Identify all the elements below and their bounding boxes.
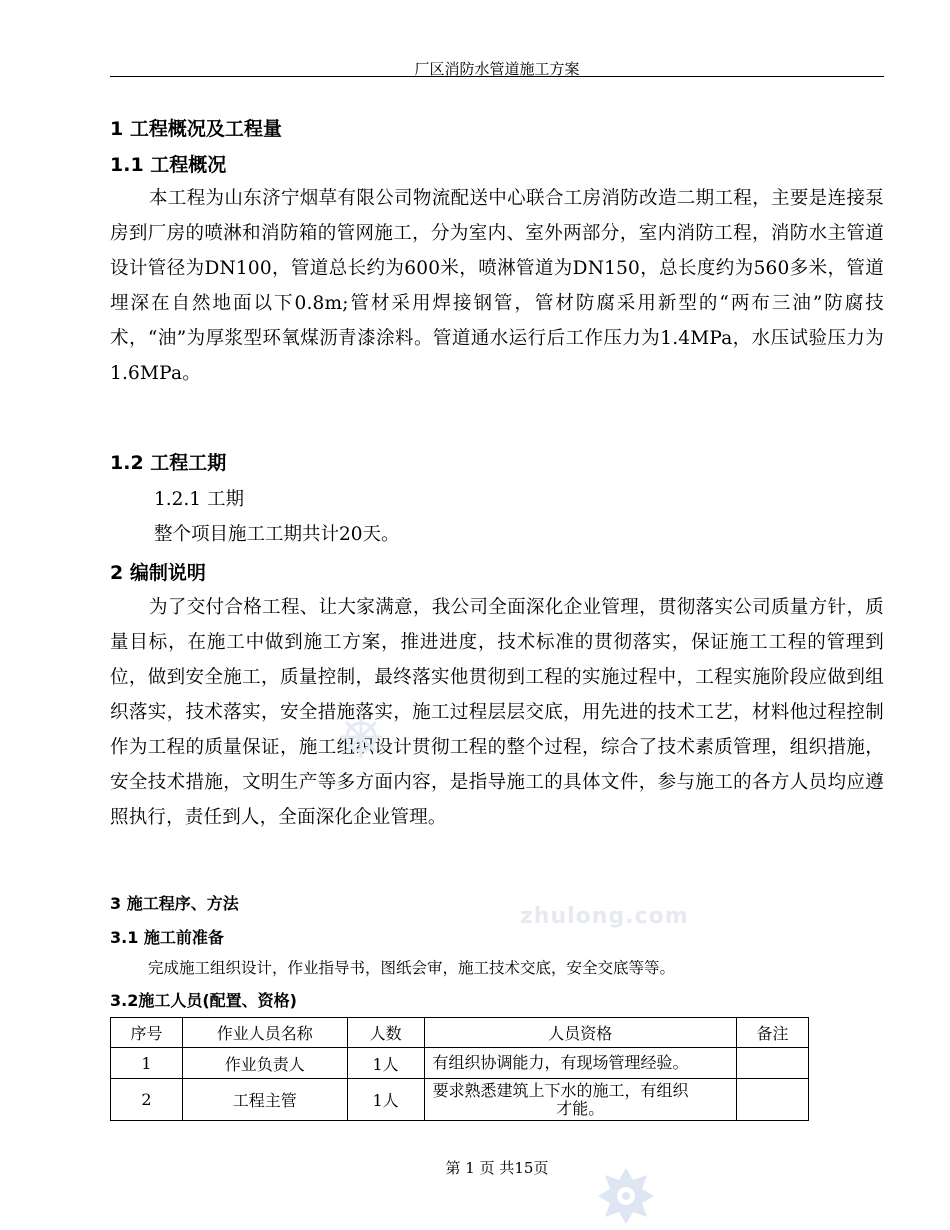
- watermark-logo-icon: [336, 712, 386, 762]
- cell-qualification-line-1: 要求熟悉建筑上下水的施工，有组织: [432, 1080, 689, 1100]
- section-1-1-heading: 1.1 工程概况: [110, 154, 227, 176]
- cell-no: 2: [111, 1079, 183, 1121]
- section-1-1-paragraph: 本工程为山东济宁烟草有限公司物流配送中心联合工房消防改造二期工程，主要是连接泵房到厂房的喷淋和消防箱的管网施工，分为室内、室外两部分，室内消防工程，消防水主管道设计管径为DN100，管道总长约为600米，喷淋管道为DN150，总长度约为560多米，管道埋深在自然地面以下0.8m;管材采用焊接钢管，管材防腐采用新型的“两布三油”防腐技术，“油”为厚浆型环氧煤沥青漆涂料。管道通水运行后工作压力为1.4MPa，水压试验压力为1.6MPa。: [110, 188, 884, 384]
- cell-remark: [737, 1079, 809, 1121]
- section-2-paragraph: 为了交付合格工程、让大家满意，我公司全面深化企业管理，贯彻落实公司质量方针，质量目标，在施工中做到施工方案，推进进度，技术标准的贯彻落实，保证施工工程的管理到位，做到安全施工，质量控制，最终落实他贯彻到工程的实施过程中，工程实施阶段应做到组织落实，技术落实，安全措施落实，施工过程层层交底，用先进的技术工艺，材料他过程控制作为工程的质量保证，施工组织设计贯彻工程的整个过程，综合了技术素质管理，组织措施，安全技术措施，文明生产等多方面内容，是指导施工的具体文件，参与施工的各方人员均应遵照执行，责任到人，全面深化企业管理。: [110, 597, 884, 828]
- section-1-heading: 1 工程概况及工程量: [110, 118, 282, 140]
- cell-count: 1人: [347, 1079, 424, 1121]
- cell-count: 1人: [347, 1048, 424, 1079]
- cell-remark: [737, 1048, 809, 1079]
- section-1-2-1-heading: 1.2.1 工期: [154, 489, 244, 510]
- cell-name: 作业负责人: [182, 1048, 347, 1079]
- table-row: [111, 1079, 809, 1121]
- section-3-2-heading: 3.2施工人员(配置、资格): [110, 991, 297, 1010]
- page-footer: 第 1 页 共15页: [445, 1159, 549, 1177]
- table-row: [111, 1048, 809, 1079]
- watermark-text: zhulong.com: [520, 904, 689, 929]
- column-header-name: 作业人员名称: [182, 1018, 347, 1048]
- page-header-title: 厂区消防水管道施工方案: [414, 60, 580, 78]
- cell-no: 1: [111, 1048, 183, 1079]
- column-header-remark: 备注: [737, 1018, 809, 1048]
- section-2-heading: 2 编制说明: [110, 562, 206, 584]
- watermark-logo-icon: [596, 1166, 656, 1226]
- cell-qualification: 有组织协调能力，有现场管理经验。: [424, 1048, 737, 1079]
- table-header-row: [111, 1018, 809, 1048]
- cell-qualification: [424, 1079, 737, 1121]
- section-3-1-paragraph: 完成施工组织设计，作业指导书，图纸会审，施工技术交底，安全交底等等。: [148, 959, 676, 977]
- section-3-heading: 3 施工程序、方法: [110, 894, 239, 913]
- staff-table: [110, 1017, 809, 1121]
- section-1-2-1-paragraph: 整个项目施工工期共计20天。: [154, 524, 400, 545]
- column-header-qualification: 人员资格: [424, 1018, 737, 1048]
- section-3-1-heading: 3.1 施工前准备: [110, 928, 224, 947]
- column-header-no: 序号: [111, 1018, 183, 1048]
- cell-qualification-line-2: 才能。: [556, 1098, 605, 1118]
- column-header-count: 人数: [347, 1018, 424, 1048]
- section-1-2-heading: 1.2 工程工期: [110, 452, 227, 474]
- cell-name: 工程主管: [182, 1079, 347, 1121]
- header-divider: [110, 76, 884, 77]
